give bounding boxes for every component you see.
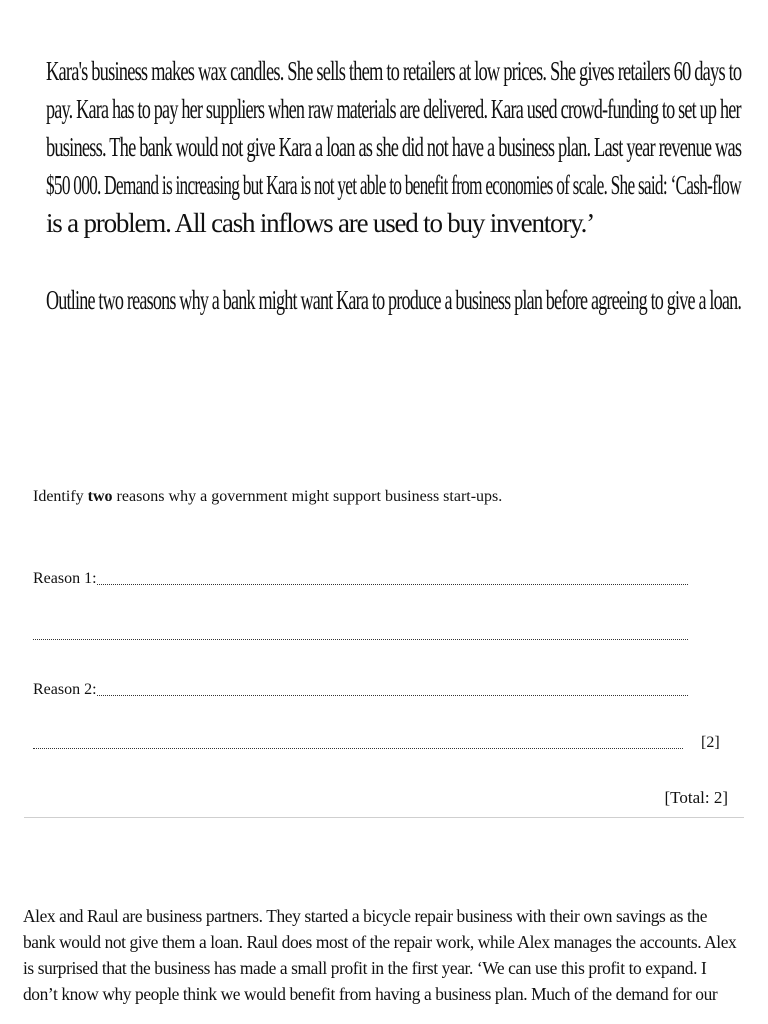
scenario-line: don’t know why people think we would benefit from having a business plan. Much of the demand for our [23,984,718,1004]
reason-2-row[interactable] [33,681,688,699]
scenario-line: bank would not give them a loan. Raul does most of the repair work, while Alex manages the accounts. Alex [23,932,737,952]
reason-1-label: Reason 1: [33,570,97,587]
scenario-line: Kara's business makes wax candles. She sells them to retailers at low prices. She gives retailers 60 days to [46,56,742,86]
question-text: Outline two reasons why a bank might want Kara to produce a business plan before agreeing to give a loan. [46,285,742,315]
prompt-start: Identify [33,488,88,505]
scenario-line: is surprised that the business has made a small profit in the first year. ‘We can use this profit to expand. I [23,958,707,978]
reason-1-continuation-row[interactable] [33,625,688,643]
scenario-line: is a problem. All cash inflows are used to buy inventory.’ [46,208,595,238]
prompt-emphasis: two [87,488,113,505]
scenario-line: pay. Kara has to pay her suppliers when raw materials are delivered. Kara used crowd-funding to set up her [46,94,741,124]
answer-line[interactable] [33,734,683,749]
total-marks: [Total: 2] [664,788,728,807]
reason-2-label: Reason 2: [33,681,97,698]
question-prompt [33,488,733,506]
answer-line[interactable] [97,570,688,585]
answer-line[interactable] [97,681,688,696]
scenario-line: $50 000. Demand is increasing but Kara is not yet able to benefit from economies of scale. She said: ‘Cash-flow [46,170,741,200]
scenario-line: business. The bank would not give Kara a loan as she did not have a business plan. Last year revenue was [46,132,742,162]
startups-question [33,488,733,506]
section-divider [24,817,744,818]
kara-scenario-text [46,52,742,242]
marks-label: [2] [701,734,720,751]
reason-1-row[interactable] [33,570,688,588]
prompt-end: reasons why a government might support business start-ups. [112,488,503,505]
answer-line[interactable] [33,625,688,640]
alex-raul-scenario [23,903,743,1007]
kara-scenario [46,52,742,319]
reason-2-continuation-row[interactable] [33,734,728,752]
kara-question [46,281,742,319]
scenario-line: Alex and Raul are business partners. They started a bicycle repair business with their own savings as the [23,906,708,926]
